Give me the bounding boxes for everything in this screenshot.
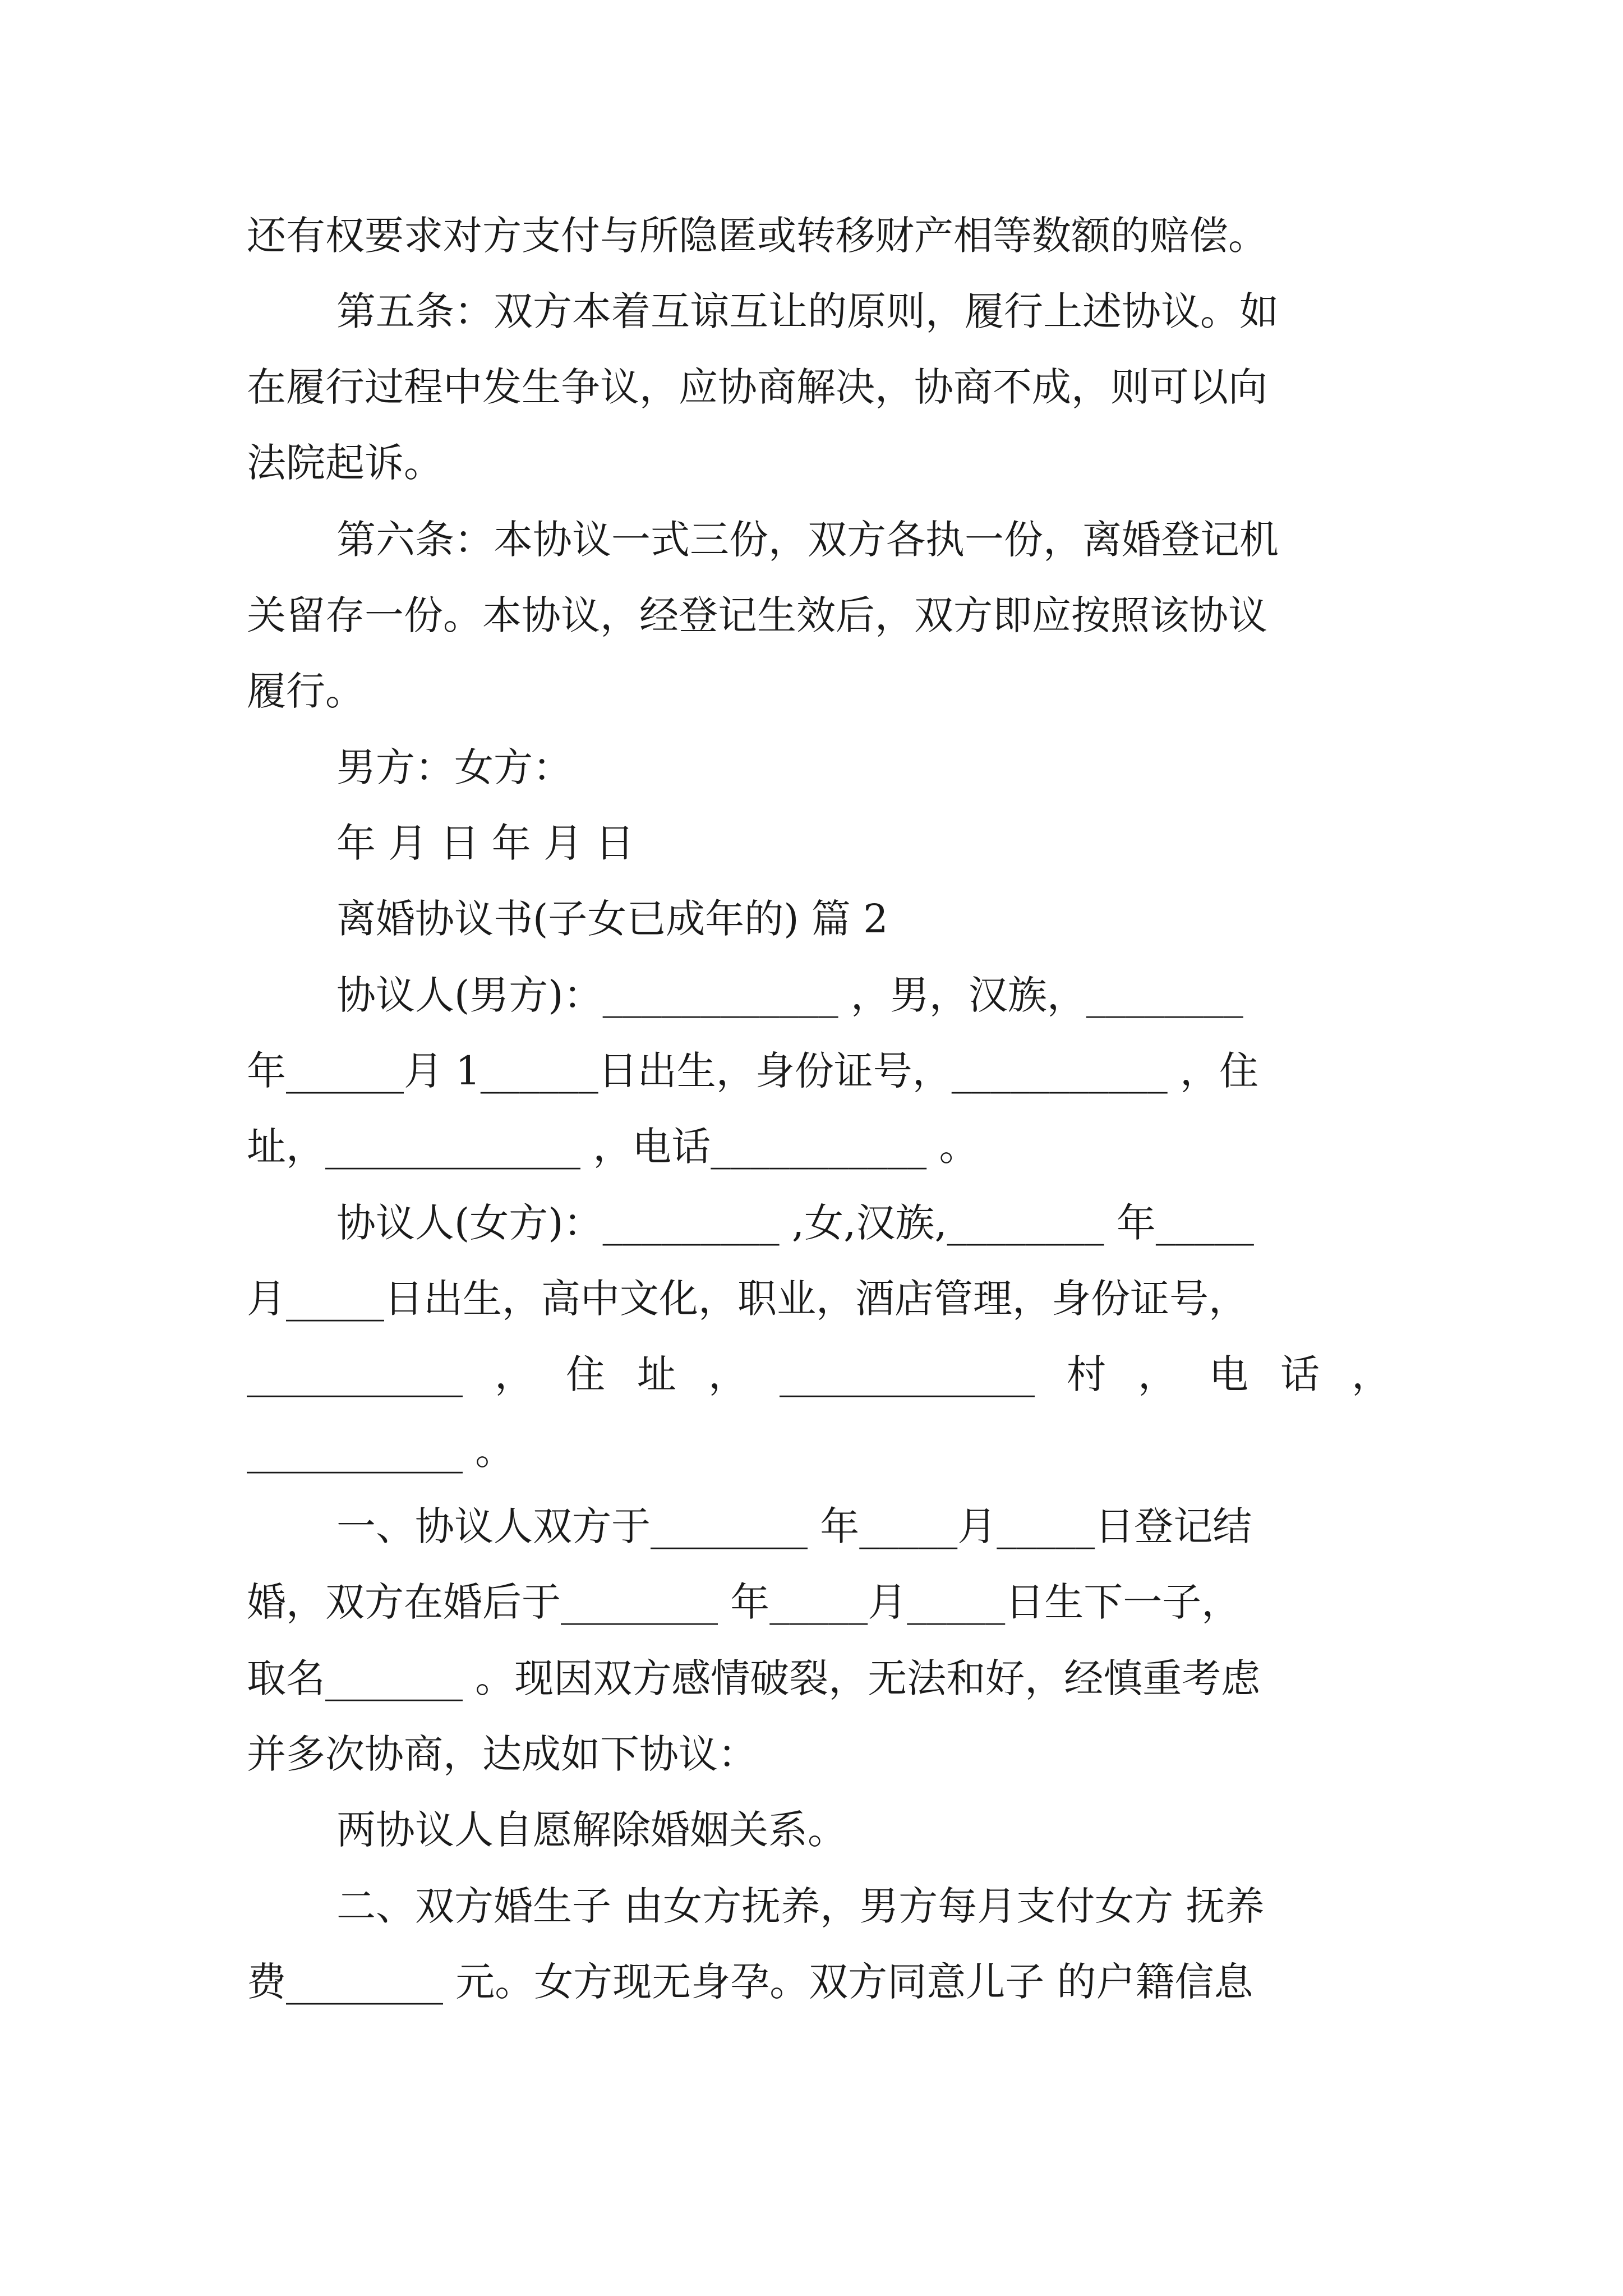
section-heading: 离婚协议书(子女已成年的) 篇 2 bbox=[336, 896, 888, 942]
text-line-18: 一、协议人双方于________ 年_____月_____日登记结 bbox=[336, 1503, 1252, 1549]
text-line-1: 还有权要求对方支付与所隐匿或转移财产相等数额的赔偿。 bbox=[247, 213, 1267, 259]
text-line-21: 并多次协商，达成如下协议： bbox=[247, 1731, 757, 1777]
text-line-22: 两协议人自愿解除婚姻关系。 bbox=[336, 1807, 847, 1853]
char-cun: 村 bbox=[1067, 1351, 1106, 1397]
text-line-6: 关留存一份。本协议，经登记生效后，双方即应按照该协议 bbox=[247, 592, 1267, 638]
char-hua: 话 bbox=[1280, 1351, 1320, 1397]
text-line-7: 履行。 bbox=[247, 668, 365, 714]
text-line-14: 协议人(女方)：_________ ,女,汉族,________ 年_____ bbox=[336, 1200, 1254, 1246]
comma: ， bbox=[1138, 1351, 1177, 1397]
text-line-19: 婚，双方在婚后于________ 年_____月_____日生下一子， bbox=[247, 1579, 1241, 1625]
text-line-24: 费________ 元。女方现无身孕。双方同意儿子 的户籍信息 bbox=[247, 1959, 1253, 2005]
text-line-2: 第五条：双方本着互谅互让的原则，履行上述协议。如 bbox=[336, 288, 1279, 334]
text-line-23: 二、双方婚生子 由女方抚养，男方每月支付女方 抚养 bbox=[336, 1883, 1265, 1929]
text-line-20: 取名_______ 。现因双方感情破裂，无法和好，经慎重考虑 bbox=[247, 1655, 1261, 1701]
text-line-17: ___________ 。 bbox=[247, 1428, 515, 1474]
text-line-15: 月_____日出生，高中文化，职业，酒店管理，身份证号， bbox=[247, 1276, 1248, 1322]
text-line-5: 第六条：本协议一式三份，双方各执一份，离婚登记机 bbox=[336, 517, 1279, 563]
text-line-3: 在履行过程中发生争议，应协商解决，协商不成，则可以向 bbox=[247, 364, 1267, 410]
text-line-9: 年 月 日 年 月 日 bbox=[336, 820, 635, 866]
blank-id-number: ___________ bbox=[247, 1351, 463, 1397]
text-line-11: 协议人(男方)：____________ ，男，汉族，________ bbox=[336, 972, 1243, 1018]
comma: ， bbox=[495, 1351, 534, 1397]
comma: ， bbox=[1352, 1351, 1391, 1397]
text-line-12: 年______月 1______日出生，身份证号，___________ ，住 bbox=[247, 1048, 1259, 1094]
text-line-16 bbox=[247, 1346, 1391, 1402]
text-line-4: 法院起诉。 bbox=[247, 440, 443, 486]
text-line-13: 址，_____________ ，电话___________ 。 bbox=[247, 1124, 979, 1170]
text-line-8: 男方：女方： bbox=[336, 744, 572, 790]
char-zhi: 址 bbox=[637, 1351, 676, 1397]
comma: ， bbox=[708, 1351, 748, 1397]
char-zhu: 住 bbox=[566, 1351, 605, 1397]
blank-address: _____________ bbox=[780, 1351, 1035, 1397]
char-dian: 电 bbox=[1209, 1351, 1248, 1397]
